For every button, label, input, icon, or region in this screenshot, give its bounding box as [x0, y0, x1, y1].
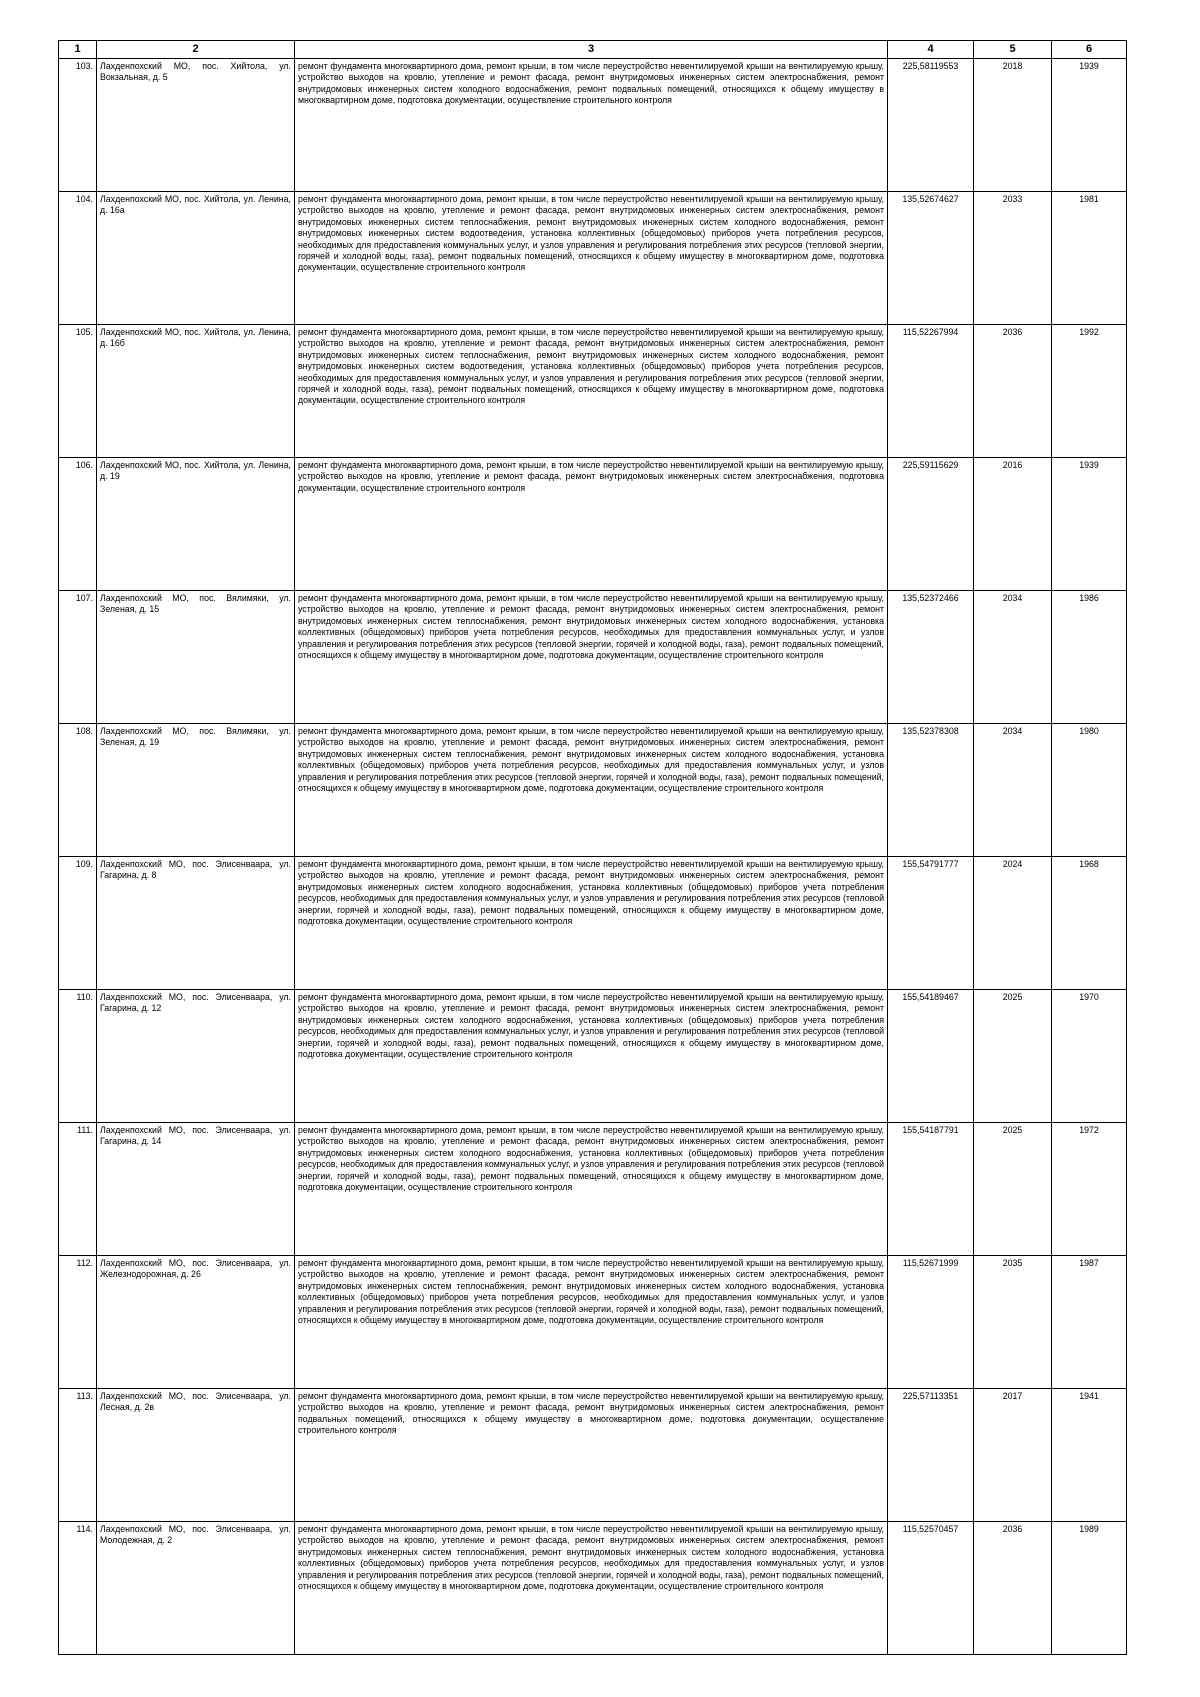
- row-number: 113.: [59, 1389, 97, 1522]
- row-address: Лахденпохский МО, пос. Элисенваара, ул. Молодежная, д. 2: [97, 1522, 295, 1655]
- row-cost: 115,52267994: [888, 325, 974, 458]
- row-build-year: 1972: [1052, 1123, 1127, 1256]
- row-planned-year: 2033: [974, 192, 1052, 325]
- row-works: ремонт фундамента многоквартирного дома, ремонт крыши, в том числе переустройство невентилируемой крыши на вентилируемую крышу, устройство выходов на кровлю, утепление и ремонт фасада, ремонт внутридомовых инженерных систем электроснабжения, ремонт внутридомовых инженерных систем холодного водоснабжения, установка коллективных (общедомовых) приборов учета потребления ресурсов, необходимых для предоставления коммунальных услуг, и узлов управления и регулирования потребления этих ресурсов (тепловой энергии, горячей и холодной воды, газа), ремонт подвальных помещений, относящихся к общему имуществу в многоквартирном доме, подготовка документации, осуществление строительного контроля: [295, 857, 888, 990]
- row-cost: 225,57113351: [888, 1389, 974, 1522]
- column-header-2: 2: [97, 41, 295, 59]
- table-row: [59, 458, 1127, 591]
- row-build-year: 1986: [1052, 591, 1127, 724]
- row-number: 110.: [59, 990, 97, 1123]
- row-address: Лахденпохский МО, пос. Вялимяки, ул. Зеленая, д. 15: [97, 591, 295, 724]
- row-number: 109.: [59, 857, 97, 990]
- row-planned-year: 2035: [974, 1256, 1052, 1389]
- row-cost: 135,52674627: [888, 192, 974, 325]
- row-build-year: 1981: [1052, 192, 1127, 325]
- row-planned-year: 2017: [974, 1389, 1052, 1522]
- row-address: Лахденпохский МО, пос. Элисенваара, ул. Гагарина, д. 14: [97, 1123, 295, 1256]
- table-row: [59, 591, 1127, 724]
- row-build-year: 1941: [1052, 1389, 1127, 1522]
- table-row: [59, 1123, 1127, 1256]
- row-cost: 155,54791777: [888, 857, 974, 990]
- row-number: 104.: [59, 192, 97, 325]
- table-row: [59, 59, 1127, 192]
- capital-repair-table: [58, 40, 1127, 1655]
- column-header-1: 1: [59, 41, 97, 59]
- row-planned-year: 2018: [974, 59, 1052, 192]
- row-address: Лахденпохский МО, пос. Элисенваара, ул. Лесная, д. 2в: [97, 1389, 295, 1522]
- row-cost: 135,52378308: [888, 724, 974, 857]
- row-works: ремонт фундамента многоквартирного дома, ремонт крыши, в том числе переустройство невентилируемой крыши на вентилируемую крышу, устройство выходов на кровлю, утепление и ремонт фасада, ремонт внутридомовых инженерных систем электроснабжения, подготовка документации, осуществление строительного контроля: [295, 458, 888, 591]
- table-row: [59, 857, 1127, 990]
- row-number: 106.: [59, 458, 97, 591]
- row-address: Лахденпохский МО, пос. Элисенваара, ул. Гагарина, д. 8: [97, 857, 295, 990]
- row-works: ремонт фундамента многоквартирного дома, ремонт крыши, в том числе переустройство невентилируемой крыши на вентилируемую крышу, устройство выходов на кровлю, утепление и ремонт фасада, ремонт внутридомовых инженерных систем электроснабжения, ремонт внутридомовых инженерных систем теплоснабжения, ремонт внутридомовых инженерных систем холодного водоснабжения, установка коллективных (общедомовых) приборов учета потребления ресурсов, необходимых для предоставления коммунальных услуг, и узлов управления и регулирования потребления этих ресурсов (тепловой энергии, горячей и холодной воды, газа), ремонт подвальных помещений, относящихся к общему имуществу в многоквартирном доме, подготовка документации, осуществление строительного контроля: [295, 1522, 888, 1655]
- row-cost: 115,52671999: [888, 1256, 974, 1389]
- table-row: [59, 1522, 1127, 1655]
- table-header: [59, 41, 1127, 59]
- row-cost: 115,52570457: [888, 1522, 974, 1655]
- row-address: Лахденпохский МО, пос. Элисенваара, ул. Гагарина, д. 12: [97, 990, 295, 1123]
- row-build-year: 1980: [1052, 724, 1127, 857]
- row-works: ремонт фундамента многоквартирного дома, ремонт крыши, в том числе переустройство невентилируемой крыши на вентилируемую крышу, устройство выходов на кровлю, утепление и ремонт фасада, ремонт внутридомовых инженерных систем электроснабжения, ремонт внутридомовых инженерных систем теплоснабжения, ремонт внутридомовых инженерных систем холодного водоснабжения, установка коллективных (общедомовых) приборов учета потребления ресурсов, необходимых для предоставления коммунальных услуг, и узлов управления и регулирования потребления этих ресурсов (тепловой энергии, горячей и холодной воды, газа), ремонт подвальных помещений, относящихся к общему имуществу в многоквартирном доме, подготовка документации, осуществление строительного контроля: [295, 591, 888, 724]
- row-planned-year: 2034: [974, 591, 1052, 724]
- row-build-year: 1968: [1052, 857, 1127, 990]
- row-planned-year: 2036: [974, 325, 1052, 458]
- row-number: 112.: [59, 1256, 97, 1389]
- row-works: ремонт фундамента многоквартирного дома, ремонт крыши, в том числе переустройство невентилируемой крыши на вентилируемую крышу, устройство выходов на кровлю, утепление и ремонт фасада, ремонт внутридомовых инженерных систем электроснабжения, ремонт внутридомовых инженерных систем теплоснабжения, ремонт внутридомовых инженерных систем холодного водоснабжения, ремонт внутридомовых инженерных систем водоотведения, установка коллективных (общедомовых) приборов учета потребления ресурсов, необходимых для предоставления коммунальных услуг, и узлов управления и регулирования потребления этих ресурсов (тепловой энергии, горячей и холодной воды, газа), ремонт подвальных помещений, относящихся к общему имуществу в многоквартирном доме, подготовка документации, осуществление строительного контроля: [295, 325, 888, 458]
- column-header-3: 3: [295, 41, 888, 59]
- table-row: [59, 1256, 1127, 1389]
- column-header-5: 5: [974, 41, 1052, 59]
- row-cost: 225,59115629: [888, 458, 974, 591]
- table-row: [59, 1389, 1127, 1522]
- table-row: [59, 990, 1127, 1123]
- header-row: [59, 41, 1127, 59]
- table-row: [59, 724, 1127, 857]
- row-planned-year: 2025: [974, 1123, 1052, 1256]
- row-planned-year: 2034: [974, 724, 1052, 857]
- row-cost: 225,58119553: [888, 59, 974, 192]
- row-address: Лахденпохский МО, пос. Вялимяки, ул. Зеленая, д. 19: [97, 724, 295, 857]
- column-header-4: 4: [888, 41, 974, 59]
- row-address: Лахденпохский МО, пос. Элисенваара, ул. Железнодорожная, д. 26: [97, 1256, 295, 1389]
- row-number: 111.: [59, 1123, 97, 1256]
- row-build-year: 1989: [1052, 1522, 1127, 1655]
- row-number: 103.: [59, 59, 97, 192]
- row-build-year: 1970: [1052, 990, 1127, 1123]
- row-address: Лахденпохский МО, пос. Хийтола, ул. Ленина, д. 19: [97, 458, 295, 591]
- row-build-year: 1987: [1052, 1256, 1127, 1389]
- row-works: ремонт фундамента многоквартирного дома, ремонт крыши, в том числе переустройство невентилируемой крыши на вентилируемую крышу, устройство выходов на кровлю, утепление и ремонт фасада, ремонт внутридомовых инженерных систем электроснабжения, ремонт внутридомовых инженерных систем холодного водоснабжения, установка коллективных (общедомовых) приборов учета потребления ресурсов, необходимых для предоставления коммунальных услуг, и узлов управления и регулирования потребления этих ресурсов (тепловой энергии, горячей и холодной воды, газа), ремонт подвальных помещений, относящихся к общему имуществу в многоквартирном доме, подготовка документации, осуществление строительного контроля: [295, 1123, 888, 1256]
- row-number: 108.: [59, 724, 97, 857]
- row-cost: 135,52372466: [888, 591, 974, 724]
- row-works: ремонт фундамента многоквартирного дома, ремонт крыши, в том числе переустройство невентилируемой крыши на вентилируемую крышу, устройство выходов на кровлю, утепление и ремонт фасада, ремонт внутридомовых инженерных систем электроснабжения, ремонт внутридомовых инженерных систем теплоснабжения, ремонт внутридомовых инженерных систем холодного водоснабжения, ремонт внутридомовых инженерных систем водоотведения, установка коллективных (общедомовых) приборов учета потребления ресурсов, необходимых для предоставления коммунальных услуг, и узлов управления и регулирования потребления этих ресурсов (тепловой энергии, горячей и холодной воды, газа), ремонт подвальных помещений, относящихся к общему имуществу в многоквартирном доме, подготовка документации, осуществление строительного контроля: [295, 192, 888, 325]
- row-planned-year: 2036: [974, 1522, 1052, 1655]
- row-works: ремонт фундамента многоквартирного дома, ремонт крыши, в том числе переустройство невентилируемой крыши на вентилируемую крышу, устройство выходов на кровлю, утепление и ремонт фасада, ремонт внутридомовых инженерных систем электроснабжения, ремонт внутридомовых инженерных систем теплоснабжения, ремонт внутридомовых инженерных систем холодного водоснабжения, установка коллективных (общедомовых) приборов учета потребления ресурсов, необходимых для предоставления коммунальных услуг, и узлов управления и регулирования потребления этих ресурсов (тепловой энергии, горячей и холодной воды, газа), ремонт подвальных помещений, относящихся к общему имуществу в многоквартирном доме, подготовка документации, осуществление строительного контроля: [295, 724, 888, 857]
- row-planned-year: 2024: [974, 857, 1052, 990]
- row-address: Лахденпохский МО, пос. Хийтола, ул. Ленина, д. 16а: [97, 192, 295, 325]
- row-works: ремонт фундамента многоквартирного дома, ремонт крыши, в том числе переустройство невентилируемой крыши на вентилируемую крышу, устройство выходов на кровлю, утепление и ремонт фасада, ремонт внутридомовых инженерных систем электроснабжения, ремонт внутридомовых инженерных систем холодного водоснабжения, ремонт подвальных помещений, относящихся к общему имуществу в многоквартирном доме, подготовка документации, осуществление строительного контроля: [295, 59, 888, 192]
- row-build-year: 1939: [1052, 458, 1127, 591]
- row-build-year: 1992: [1052, 325, 1127, 458]
- row-address: Лахденпохский МО, пос. Хийтола, ул. Вокзальная, д. 5: [97, 59, 295, 192]
- column-header-6: 6: [1052, 41, 1127, 59]
- row-address: Лахденпохский МО, пос. Хийтола, ул. Ленина, д. 16б: [97, 325, 295, 458]
- row-works: ремонт фундамента многоквартирного дома, ремонт крыши, в том числе переустройство невентилируемой крыши на вентилируемую крышу, устройство выходов на кровлю, утепление и ремонт фасада, ремонт внутридомовых инженерных систем электроснабжения, ремонт внутридомовых инженерных систем теплоснабжения, ремонт внутридомовых инженерных систем холодного водоснабжения, установка коллективных (общедомовых) приборов учета потребления ресурсов, необходимых для предоставления коммунальных услуг, и узлов управления и регулирования потребления этих ресурсов (тепловой энергии, горячей и холодной воды, газа), ремонт подвальных помещений, относящихся к общему имуществу в многоквартирном доме, подготовка документации, осуществление строительного контроля: [295, 1256, 888, 1389]
- row-cost: 155,54189467: [888, 990, 974, 1123]
- row-number: 114.: [59, 1522, 97, 1655]
- row-works: ремонт фундамента многоквартирного дома, ремонт крыши, в том числе переустройство невентилируемой крыши на вентилируемую крышу, устройство выходов на кровлю, утепление и ремонт фасада, ремонт внутридомовых инженерных систем электроснабжения, ремонт внутридомовых инженерных систем холодного водоснабжения, установка коллективных (общедомовых) приборов учета потребления ресурсов, необходимых для предоставления коммунальных услуг, и узлов управления и регулирования потребления этих ресурсов (тепловой энергии, горячей и холодной воды, газа), ремонт подвальных помещений, относящихся к общему имуществу в многоквартирном доме, подготовка документации, осуществление строительного контроля: [295, 990, 888, 1123]
- row-works: ремонт фундамента многоквартирного дома, ремонт крыши, в том числе переустройство невентилируемой крыши на вентилируемую крышу, устройство выходов на кровлю, утепление и ремонт фасада, ремонт внутридомовых инженерных систем электроснабжения, ремонт подвальных помещений, относящихся к общему имуществу в многоквартирном доме, подготовка документации, осуществление строительного контроля: [295, 1389, 888, 1522]
- row-build-year: 1939: [1052, 59, 1127, 192]
- table-body: [59, 59, 1127, 1655]
- row-cost: 155,54187791: [888, 1123, 974, 1256]
- row-number: 107.: [59, 591, 97, 724]
- row-number: 105.: [59, 325, 97, 458]
- row-planned-year: 2016: [974, 458, 1052, 591]
- row-planned-year: 2025: [974, 990, 1052, 1123]
- table-row: [59, 192, 1127, 325]
- table-row: [59, 325, 1127, 458]
